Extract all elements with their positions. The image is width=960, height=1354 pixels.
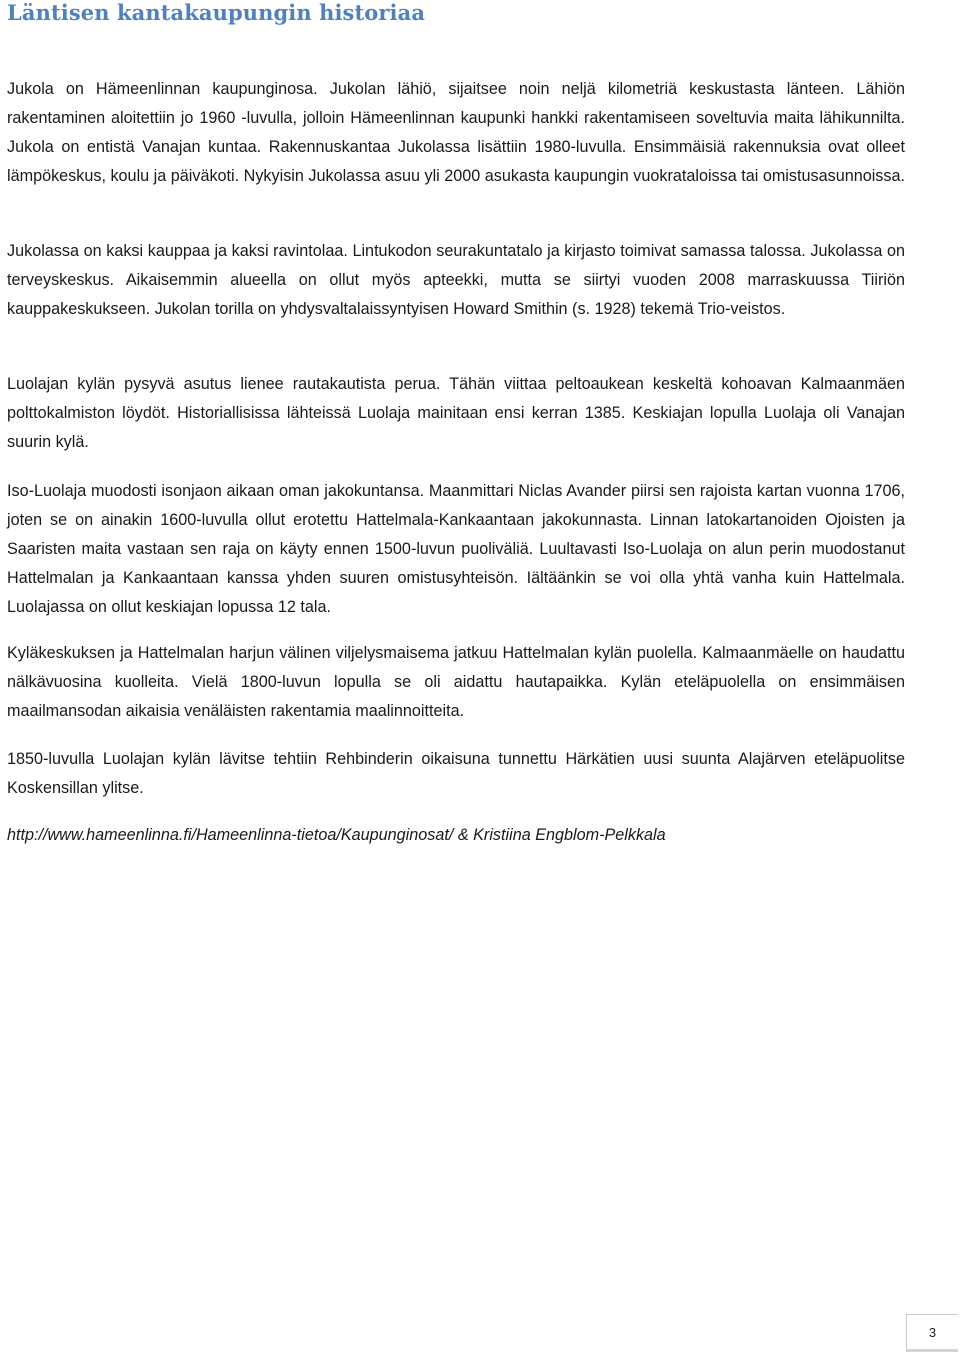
page-number: 3 (906, 1314, 958, 1352)
source-citation: http://www.hameenlinna.fi/Hameenlinna-tietoa/Kaupunginosat/ & Kristiina Engblom-Pelkkala (7, 826, 666, 844)
page-title: Läntisen kantakaupungin historiaa (7, 0, 426, 25)
paragraph-iso-luolaja: Iso-Luolaja muodosti isonjaon aikaan oman jakokuntansa. Maanmittari Niclas Avander piirsi sen rajoista kartan vuonna 1706, joten se on ainakin 1600-luvulla ollut erotettu Hattelmala-Kankaantaan jakokunnasta. Linnan latokartanoiden Ojoisten ja Saaristen maita vastaan sen raja on käyty ennen 1500-luvun puoliväliä. Luultavasti Iso-Luolaja on alun perin muodostanut Hattelmalan ja Kankaantaan kanssa yhden suuren omistusyhteisön. Iältäänkin se voi olla yhtä vanha kuin Hattelmala. Luolajassa on ollut keskiajan lopussa 12 tala. (7, 482, 905, 616)
paragraph-harkatie: 1850-luvulla Luolajan kylän lävitse tehtiin Rehbinderin oikaisuna tunnettu Härkätien uusi suunta Alajärven eteläpuolitse Koskensillan ylitse. (7, 750, 905, 797)
paragraph-jukola-services: Jukolassa on kaksi kauppaa ja kaksi ravintolaa. Lintukodon seurakuntatalo ja kirjasto toimivat samassa talossa. Jukolassa on terveyskeskus. Aikaisemmin alueella on ollut myös apteekki, mutta se siirtyi vuoden 2008 marraskuussa Tiiriön kauppakeskukseen. Jukolan torilla on yhdysvaltalaissyntyisen Howard Smithin (s. 1928) tekemä Trio-veistos. (7, 242, 905, 318)
paragraph-luolaja-settlement: Luolajan kylän pysyvä asutus lienee rautakautista perua. Tähän viittaa peltoaukean keskeltä kohoavan Kalmaanmäen polttokalmiston löydöt. Historiallisissa lähteissä Luolaja mainitaan ensi kerran 1385. Keskiajan lopulla Luolaja oli Vanajan suurin kylä. (7, 375, 905, 451)
paragraph-jukola-intro: Jukola on Hämeenlinnan kaupunginosa. Jukolan lähiö, sijaitsee noin neljä kilometriä keskustasta länteen. Lähiön rakentaminen aloitettiin jo 1960 -luvulla, jolloin Hämeenlinnan kaupunki hankki rakentamiseen soveltuvia maita lähikunnilta. Jukola on entistä Vanajan kuntaa. Rakennuskantaa Jukolassa lisättiin 1980-luvulla. Ensimmäisiä rakennuksia ovat olleet lämpökeskus, koulu ja päiväkoti. Nykyisin Jukolassa asuu yli 2000 asukasta kaupungin vuokrataloissa tai omistusasunnoissa. (7, 80, 905, 185)
paragraph-village-landscape: Kyläkeskuksen ja Hattelmalan harjun välinen viljelysmaisema jatkuu Hattelmalan kylän puolella. Kalmaanmäelle on haudattu nälkävuosina kuolleita. Vielä 1800-luvun lopulla se oli aidattu hautapaikka. Kylän eteläpuolella on ensimmäisen maailmansodan aikaisia venäläisten rakentamia maalinnoitteita. (7, 644, 905, 720)
